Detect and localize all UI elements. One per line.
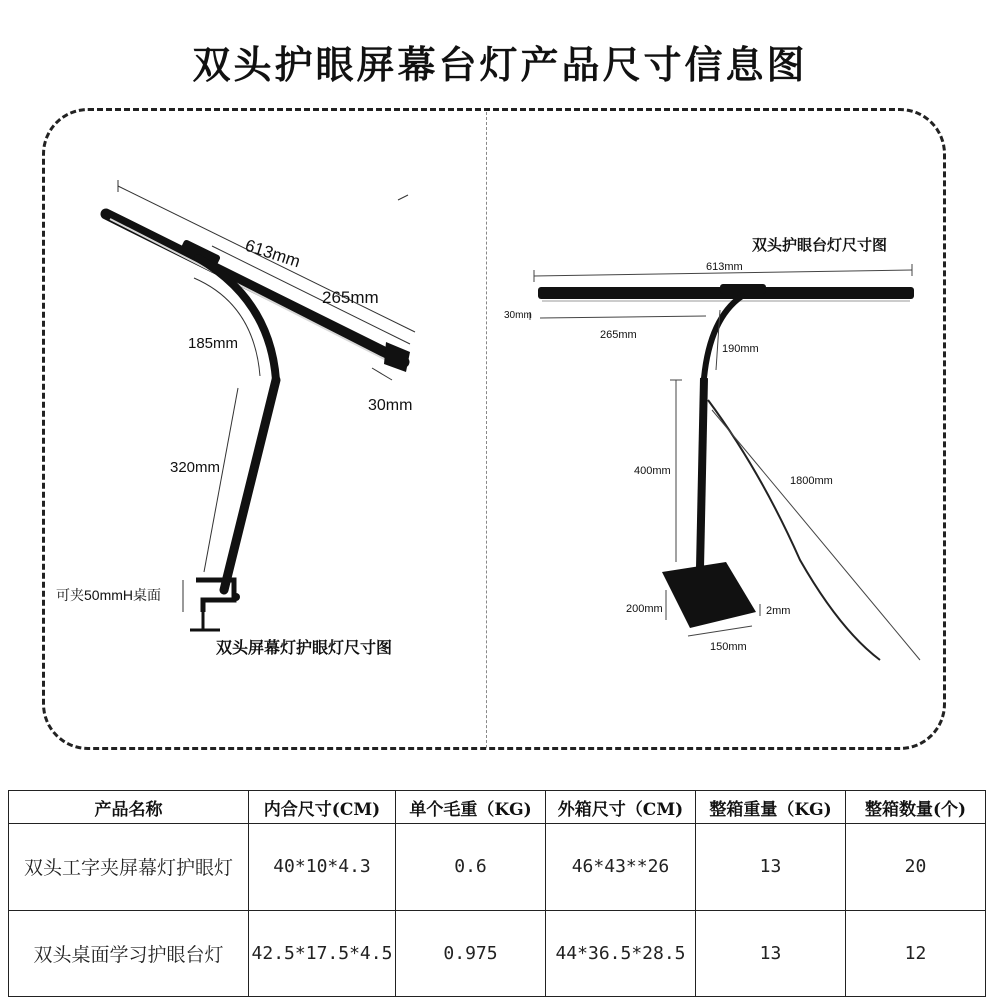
spec-cell-carton-weight: 13 (696, 910, 846, 997)
spec-cell-unit-weight: 0.6 (396, 824, 546, 911)
desk-lamp-cable (708, 400, 880, 660)
clamp-lamp-arm (224, 380, 276, 590)
spec-table (8, 790, 986, 997)
clamp-half-length-label: 265mm (322, 288, 379, 307)
clamp-lamp-caption: 双头屏幕灯护眼灯尺寸图 (216, 638, 393, 657)
spec-header-inner-size: 内合尺寸(CM) (249, 791, 396, 824)
clamp-head-width-label: 30mm (368, 397, 413, 414)
table-row (9, 910, 986, 997)
spec-cell-product-name: 双头桌面学习护眼台灯 (9, 910, 249, 997)
table-row (9, 824, 986, 911)
spec-cell-carton-size: 44*36.5*28.5 (546, 910, 696, 997)
page-title: 双头护眼屏幕台灯产品尺寸信息图 (192, 42, 808, 87)
spec-cell-carton-qty: 12 (846, 910, 986, 997)
spec-cell-inner-size: 42.5*17.5*4.5 (249, 910, 396, 997)
clamp-lamp-illustration (56, 180, 415, 657)
spec-cell-product-name: 双头工字夹屏幕灯护眼灯 (9, 824, 249, 911)
desk-base-depth-label: 200mm (626, 603, 663, 615)
spec-cell-carton-weight: 13 (696, 824, 846, 911)
desk-lamp-base (662, 562, 756, 628)
desk-lamp-hinge (720, 284, 766, 294)
clamp-total-length-label: 613mm (242, 235, 303, 272)
desk-curve-length-label: 190mm (722, 343, 759, 355)
spec-header-unit-weight: 单个毛重（KG) (396, 791, 546, 824)
desk-lamp-pole (700, 378, 704, 568)
desk-pole-height-label: 400mm (634, 465, 671, 477)
clamp-bolt-icon (232, 593, 240, 601)
desk-cable-length-label: 1800mm (790, 475, 833, 487)
clamp-lamp-end-cap (384, 342, 410, 372)
desk-head-width-label: 30mm (504, 310, 532, 321)
spec-header-carton-qty: 整箱数量(个) (846, 791, 986, 824)
clamp-arm-length-label: 320mm (170, 459, 221, 476)
spec-cell-unit-weight: 0.975 (396, 910, 546, 997)
spec-cell-carton-size: 46*43**26 (546, 824, 696, 911)
spec-header-carton-size: 外箱尺寸（CM) (546, 791, 696, 824)
desk-half-length-label: 265mm (600, 329, 637, 341)
desk-lamp-caption: 双头护眼台灯尺寸图 (752, 236, 888, 254)
desk-base-thickness-label: 2mm (766, 605, 791, 617)
spec-cell-carton-qty: 20 (846, 824, 986, 911)
spec-header-product-name: 产品名称 (9, 791, 249, 824)
clamp-curve-length-label: 185mm (188, 335, 239, 352)
spec-cell-inner-size: 40*10*4.3 (249, 824, 396, 911)
desk-lamp-illustration (504, 236, 920, 660)
desk-lamp-neck (704, 296, 742, 378)
desk-base-width-label: 150mm (710, 641, 747, 653)
spec-header-carton-weight: 整箱重量（KG) (696, 791, 846, 824)
spec-table-header-row (9, 791, 986, 824)
desk-total-length-label: 613mm (706, 261, 743, 273)
clamp-thickness-note: 可夹50mmH桌面 (56, 587, 162, 603)
